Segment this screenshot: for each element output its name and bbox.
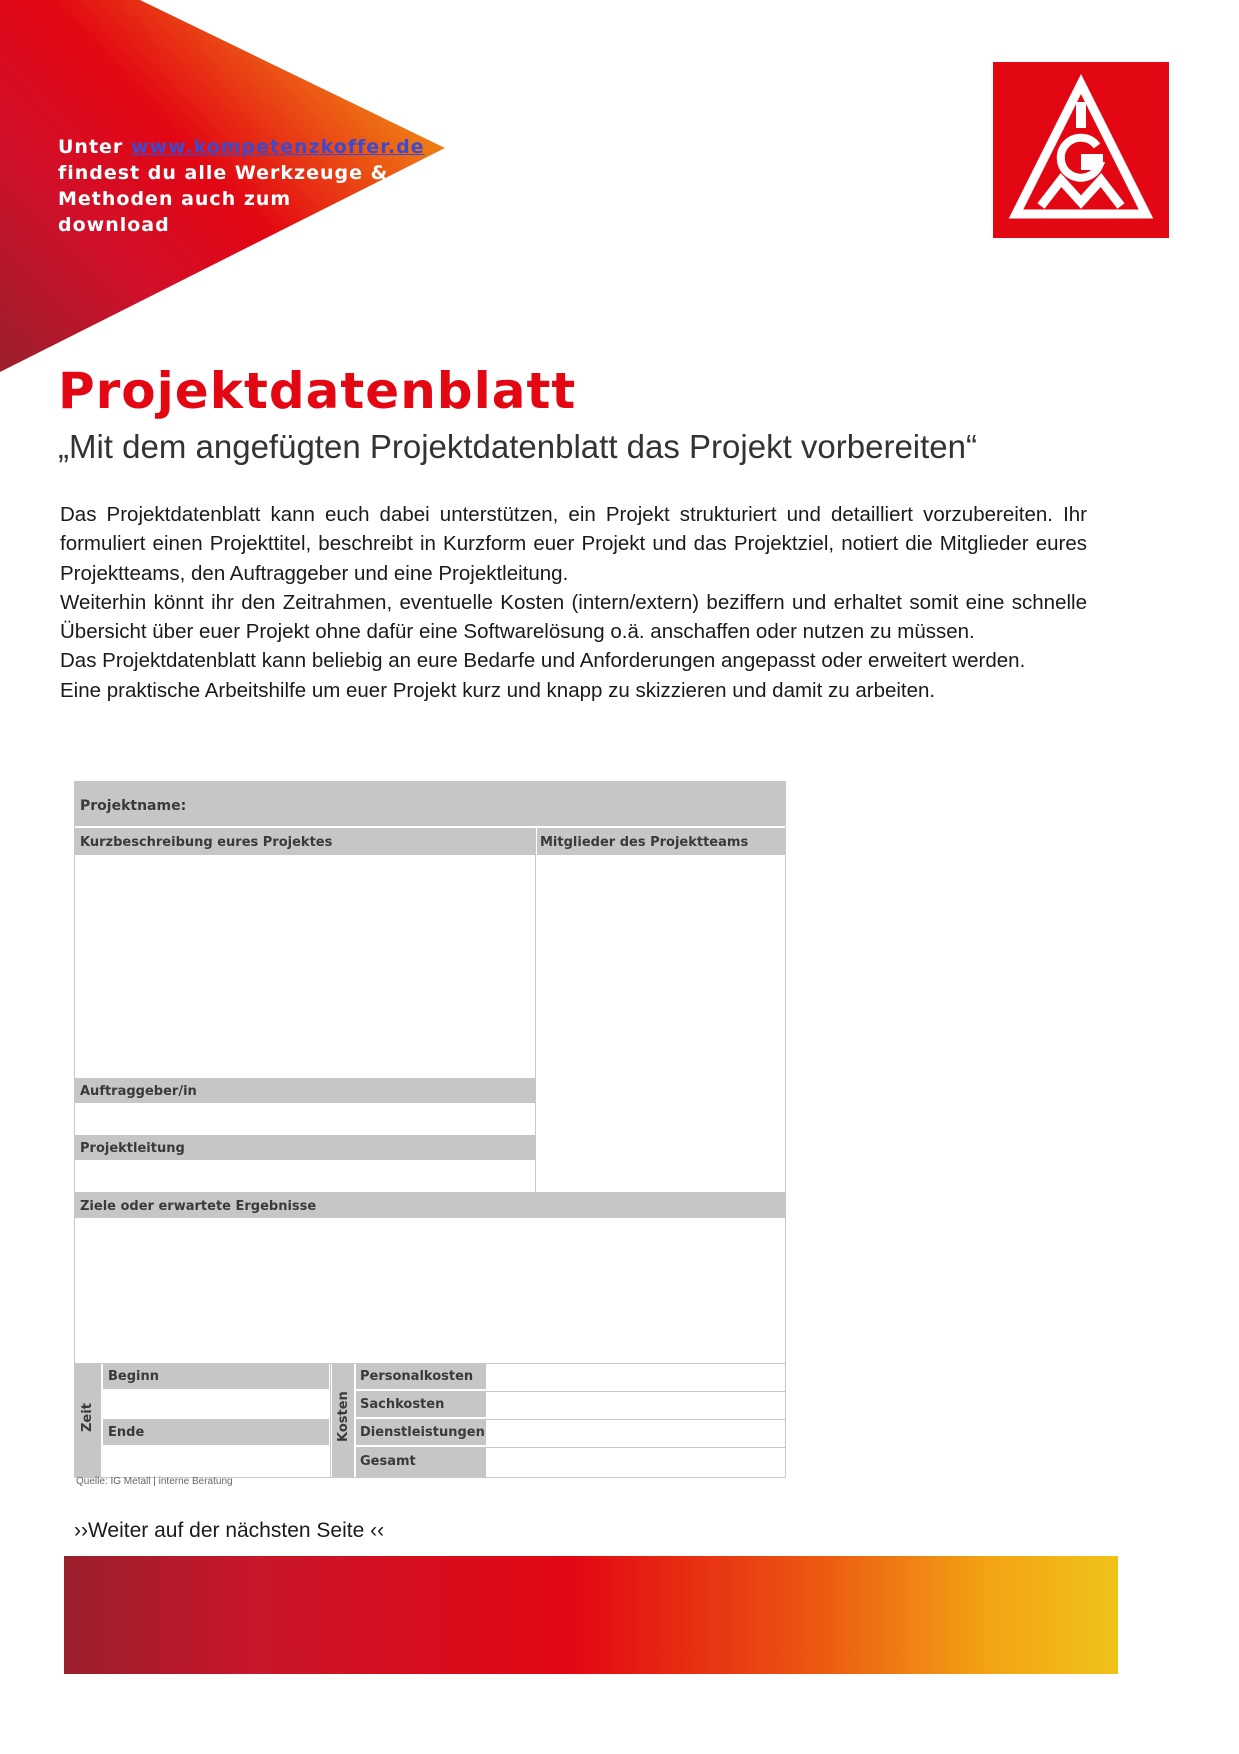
intro-paragraph: Das Projektdatenblatt kann beliebig an eure Bedarfe und Anforderungen angepasst oder erweitert werden. bbox=[60, 649, 1026, 673]
intro-paragraph: Eine praktische Arbeitshilfe um euer Projekt kurz und knapp zu skizzieren und damit zu arbeiten. bbox=[60, 678, 936, 702]
footer-gradient-bar bbox=[64, 1556, 1118, 1674]
banner-line2: findest du alle Werkzeuge & bbox=[58, 162, 389, 184]
gesamt-label: Gesamt bbox=[360, 1454, 416, 1469]
form-divider bbox=[535, 828, 536, 1192]
ziele-label: Ziele oder erwartete Ergebnisse bbox=[80, 1199, 317, 1214]
sachkosten-label: Sachkosten bbox=[360, 1397, 445, 1412]
form-divider bbox=[486, 1447, 786, 1448]
personalkosten-label: Personalkosten bbox=[360, 1369, 474, 1384]
banner-line3: Methoden auch zum bbox=[58, 188, 292, 210]
banner-line1-prefix: Unter bbox=[58, 136, 124, 158]
ende-label: Ende bbox=[108, 1425, 145, 1440]
page-subtitle: „Mit dem angefügten Projektdatenblatt das Projekt vorbereiten“ bbox=[58, 428, 978, 465]
kosten-label: Kosten bbox=[336, 1391, 351, 1442]
next-page-note: ››Weiter auf der nächsten Seite ‹‹ bbox=[74, 1519, 385, 1542]
page-title: Projektdatenblatt bbox=[58, 362, 577, 420]
dienstleistungen-label: Dienstleistungen bbox=[360, 1425, 485, 1440]
banner-line4: download bbox=[58, 214, 170, 236]
form-divider bbox=[486, 1391, 786, 1392]
banner-text bbox=[58, 134, 425, 238]
zeit-label: Zeit bbox=[80, 1403, 95, 1432]
intro-text bbox=[60, 500, 1087, 705]
igm-logo bbox=[993, 62, 1169, 238]
projektleitung-label: Projektleitung bbox=[80, 1141, 185, 1156]
intro-paragraph: Das Projektdatenblatt kann euch dabei unterstützen, ein Projekt strukturiert und detailliert vorzubereiten. Ihr formuliert einen Projekttitel, beschreibt in Kurzform euer Projekt und das Projektziel, notiert die Mitglieder eures Projektteams, den Auftraggeber und eine Projektleitung. bbox=[60, 503, 1087, 585]
form-divider bbox=[330, 1363, 331, 1477]
form-divider bbox=[103, 1419, 329, 1420]
mitglieder-label: Mitglieder des Projektteams bbox=[540, 835, 749, 850]
kompetenzkoffer-link[interactable]: www.kompetenzkoffer.de bbox=[130, 136, 425, 158]
beginn-label: Beginn bbox=[108, 1369, 159, 1384]
form-border-left bbox=[74, 781, 75, 1477]
form-source-note: Quelle: IG Metall | interne Beratung bbox=[76, 1476, 233, 1487]
intro-paragraph: Weiterhin könnt ihr den Zeitrahmen, eventuelle Kosten (intern/extern) beziffern und erhaltet somit eine schnelle Übersicht über euer Projekt ohne dafür eine Softwarelösung o.ä. anschaffen oder nutzen zu müssen. bbox=[60, 590, 1087, 644]
projektdatenblatt-form bbox=[74, 781, 786, 1498]
form-divider bbox=[486, 1419, 786, 1420]
kurzbeschreibung-label: Kurzbeschreibung eures Projektes bbox=[80, 835, 333, 850]
auftraggeber-label: Auftraggeber/in bbox=[80, 1084, 197, 1099]
projektname-label: Projektname: bbox=[80, 798, 187, 814]
form-border-right bbox=[785, 781, 786, 1477]
form-divider bbox=[74, 1363, 786, 1364]
